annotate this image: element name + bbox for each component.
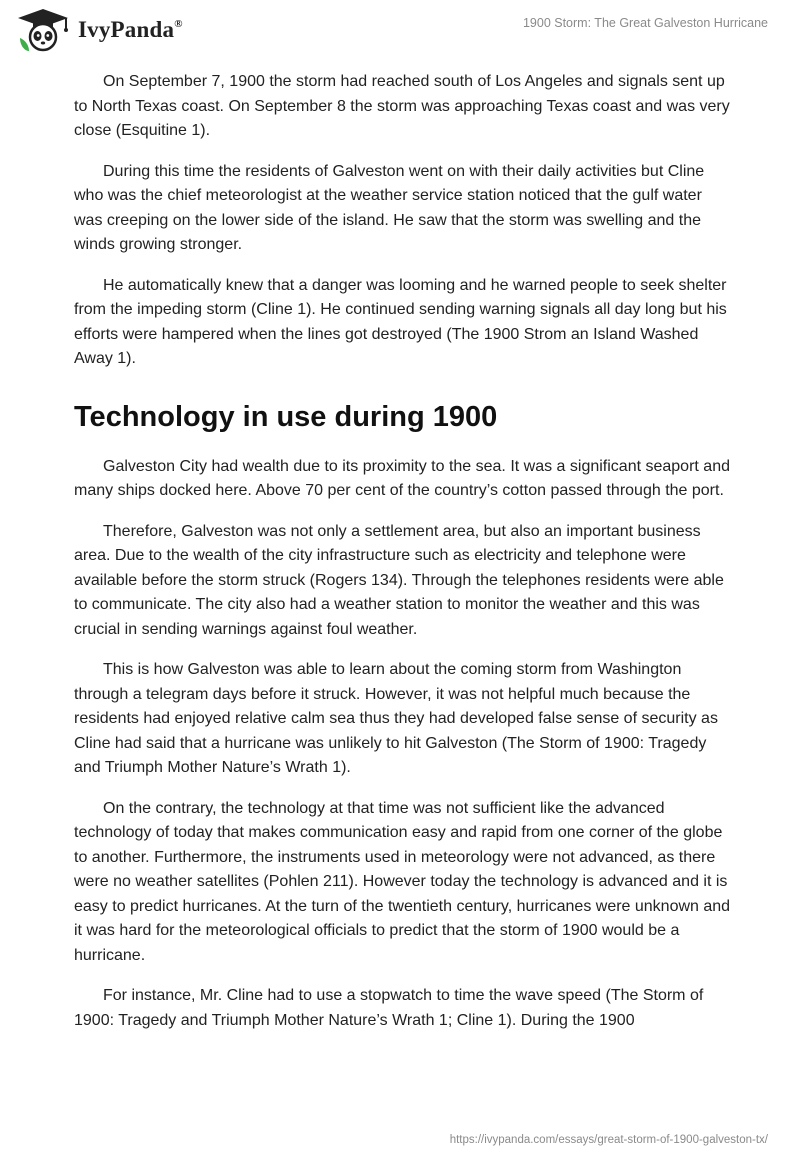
paragraph: Therefore, Galveston was not only a settlement area, but also an important business area. Due to the wealth of the city infrastructure such as electricity and telephone were available before the storm struck (Rogers 134). Through the telephones residents were able to communicate. The city also had a weather station to monitor the weather and this was crucial in sending warnings against foul weather.: [74, 522, 724, 638]
section-heading: Technology in use during 1900: [74, 400, 498, 433]
paragraph: This is how Galveston was able to learn about the coming storm from Washington through a telegram days before it struck. However, it was not helpful much because the residents had enjoyed relative calm sea thus they had developed false sense of security as Cline had said that a hurricane was unlikely to hit Galveston (The Storm of 1900: Tragedy and Triumph Mother Nature’s Wrath 1).: [74, 661, 718, 776]
paragraph: During this time the residents of Galveston went on with their daily activities but Cline who was the chief meteorologist at the weather service station noticed that the gulf water was creeping on the lower side of the island. He saw that the storm was swelling and the winds growing stronger.: [74, 162, 705, 253]
document-title: 1900 Storm: The Great Galveston Hurricane: [522, 16, 768, 30]
panda-logo-icon: [14, 8, 72, 52]
paragraph: On the contrary, the technology at that time was not sufficient like the advanced technology of today that makes communication easy and rapid from one corner of the globe to another. Furthermore, the instruments used in meteorology were not advanced, as there were no weather satellites (Pohlen 211). However today the technology is advanced and it is easy to predict hurricanes. At the turn of the twentieth century, hurricanes were unknown and it was hard for the meteorological officials to predict that the storm of 1900 would be a hurricane.: [74, 799, 731, 964]
essay-body: [74, 70, 734, 1049]
paragraph: He automatically knew that a danger was looming and he warned people to seek shelter from the impeding storm (Cline 1). He continued sending warning signals all day long but his efforts were hampered when the lines got destroyed (The 1900 Strom an Island Washed Away 1).: [74, 276, 727, 367]
paragraph: For instance, Mr. Cline had to use a stopwatch to time the wave speed (The Storm of 1900: Tragedy and Triumph Mother Nature’s Wrath 1; Cline 1). During the 1900: [74, 987, 704, 1029]
paragraph: On September 7, 1900 the storm had reached south of Los Angeles and signals sent up to North Texas coast. On September 8 the storm was approaching Texas coast and was very close (Esquitine 1).: [74, 73, 730, 139]
paragraph: Galveston City had wealth due to its proximity to the sea. It was a significant seaport and many ships docked here. Above 70 per cent of the country’s cotton passed through the port.: [74, 457, 730, 499]
brand-name: IvyPanda®: [78, 17, 183, 42]
site-logo[interactable]: [14, 8, 183, 52]
registered-mark: ®: [174, 18, 183, 30]
source-url-link[interactable]: https://ivypanda.com/essays/great-storm-of-1900-galveston-tx/: [449, 1134, 768, 1146]
